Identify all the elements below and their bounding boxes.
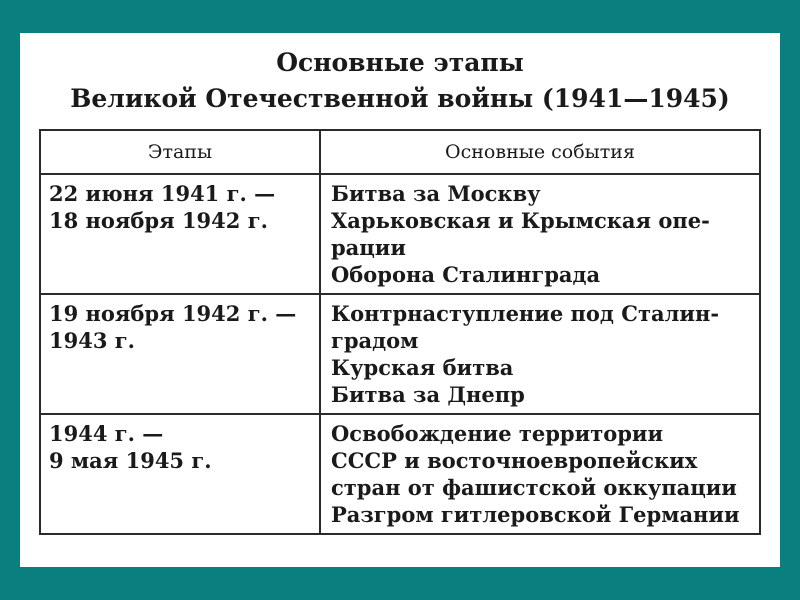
period-cell: [40, 294, 320, 414]
event-line: Харьковская и Крымская опе-: [331, 208, 710, 233]
period-line: 22 июня 1941 г. —: [49, 181, 276, 206]
table-header-row: [40, 130, 760, 174]
header-events: Основные события: [320, 130, 760, 174]
event-line: СССР и восточноевропейских: [331, 448, 698, 473]
title-line-2: Великой Отечественной войны (1941—1945): [70, 84, 730, 113]
events-cell: [320, 414, 760, 534]
event-line: Освобождение территории: [331, 421, 664, 446]
title-line-1: Основные этапы: [276, 48, 524, 77]
stages-table: [39, 129, 761, 535]
event-line: Курская битва: [331, 355, 514, 380]
period-cell: [40, 174, 320, 294]
header-stages: Этапы: [40, 130, 320, 174]
period-line: 9 мая 1945 г.: [49, 448, 212, 473]
table-row: [40, 174, 760, 294]
event-line: Битва за Москву: [331, 181, 541, 206]
event-line: Битва за Днепр: [331, 382, 525, 407]
watermark: [661, 542, 776, 570]
table-row: [40, 294, 760, 414]
watermark-text: Shared: [688, 542, 776, 570]
event-line: Оборона Сталинграда: [331, 262, 601, 287]
event-line: Разгром гитлеровской Германии: [331, 502, 740, 527]
event-line: рации: [331, 235, 406, 260]
events-cell: [320, 294, 760, 414]
events-cell: [320, 174, 760, 294]
period-cell: [40, 414, 320, 534]
slide-title: [20, 45, 780, 117]
slideshare-icon: ▦: [661, 542, 685, 570]
period-line: 1943 г.: [49, 328, 135, 353]
period-line: 1944 г. —: [49, 421, 164, 446]
table-row: [40, 414, 760, 534]
slide: [20, 33, 780, 567]
event-line: стран от фашистской оккупации: [331, 475, 737, 500]
period-line: 18 ноября 1942 г.: [49, 208, 268, 233]
period-line: 19 ноября 1942 г. —: [49, 301, 297, 326]
event-line: Контрнаступление под Сталин-: [331, 301, 720, 326]
event-line: градом: [331, 328, 419, 353]
